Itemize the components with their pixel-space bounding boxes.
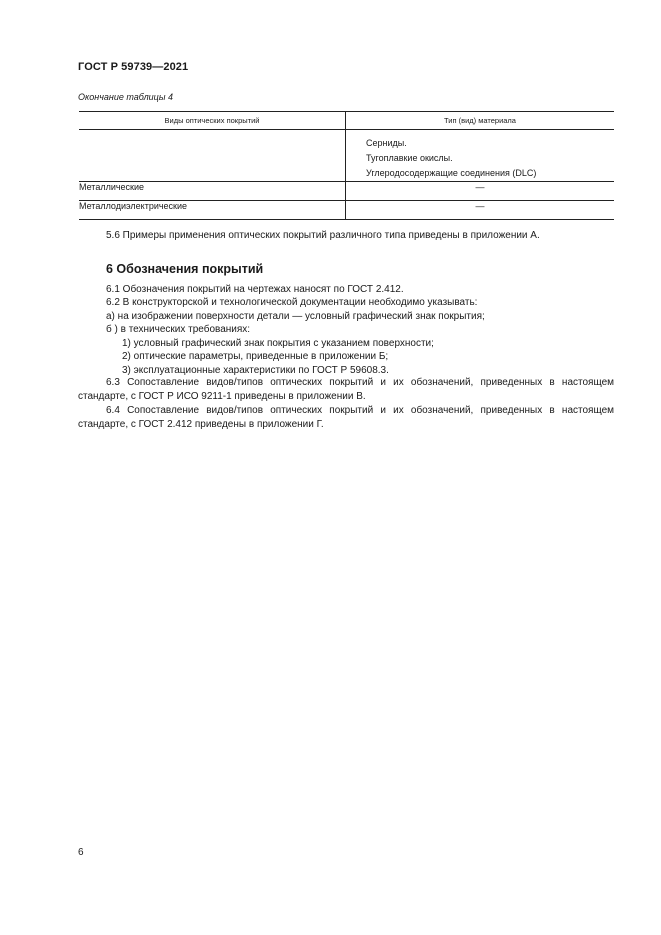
document-code: ГОСТ Р 59739—2021 [78, 61, 189, 73]
list-item-a: а) на изображении поверхности детали — условный графический знак покрытия; [106, 311, 485, 322]
table-cell-empty [79, 130, 346, 182]
paragraph-5-6: 5.6 Примеры применения оптических покрытий различного типа приведены в приложении А. [106, 230, 540, 241]
table-cell-kind: Металлодиэлектрические [79, 201, 346, 220]
paragraph-6-1: 6.1 Обозначения покрытий на чертежах наносят по ГОСТ 2.412. [106, 284, 404, 295]
header-material-type: Тип (вид) материала [346, 112, 615, 130]
sub-item-1: 1) условный графический знак покрытия с указанием поверхности; [122, 338, 434, 349]
table-header-row [79, 112, 614, 130]
table-4 [79, 111, 614, 220]
sub-item-2: 2) оптические параметры, приведенные в приложении Б; [122, 351, 389, 362]
table-cell-material: — [346, 201, 615, 220]
table-caption: Окончание таблицы 4 [78, 92, 173, 102]
material-item: Серниды. [366, 138, 407, 148]
list-item-b: б ) в технических требованиях: [106, 324, 251, 335]
table-row [79, 130, 614, 182]
section-title: 6 Обозначения покрытий [106, 262, 264, 276]
sub-item-3: 3) эксплуатационные характеристики по ГОСТ Р 59608.3. [122, 365, 389, 376]
paragraph-6-3: 6.3 Сопоставление видов/типов оптических покрытий и их обозначений, приведенных в настоящем стандарте, с ГОСТ Р ИСО 9211-1 приведены в приложении В. [78, 377, 614, 402]
paragraph-6-2: 6.2 В конструкторской и технологической документации необходимо указывать: [106, 297, 478, 308]
material-item: Тугоплавкие окислы. [366, 153, 453, 163]
table-row [79, 182, 614, 201]
table-cell-materials [346, 130, 615, 182]
material-item: Углеродосодержащие соединения (DLC) [366, 168, 537, 178]
table-cell-kind: Металлические [79, 182, 346, 201]
table-cell-material: — [346, 182, 615, 201]
paragraph-6-4: 6.4 Сопоставление видов/типов оптических покрытий и их обозначений, приведенных в настоящем стандарте, с ГОСТ 2.412 приведены в приложении Г. [78, 405, 614, 430]
table-row [79, 201, 614, 220]
header-coating-kinds: Виды оптических покрытий [79, 112, 346, 130]
page-number: 6 [78, 847, 84, 858]
